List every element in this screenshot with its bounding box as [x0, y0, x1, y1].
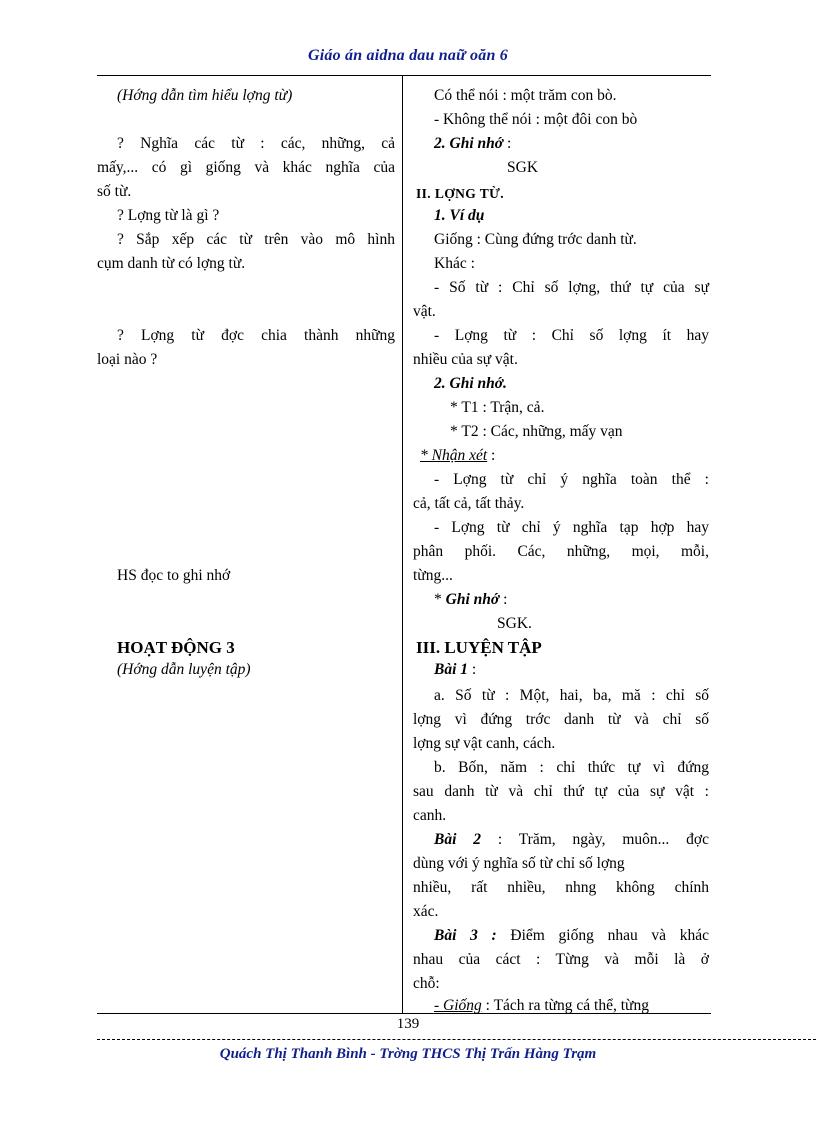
- content-line: xác.: [413, 903, 439, 920]
- content-line: chỗ:: [413, 975, 440, 992]
- question-line: mấy,... có gì giống và khác nghĩa của: [97, 159, 395, 176]
- question-line: ? Lợng từ đợc chia thành những: [117, 327, 395, 344]
- exercise-line: [434, 996, 730, 1014]
- question-line: số từ.: [97, 183, 132, 200]
- remark-label-colon: :: [487, 447, 496, 464]
- section-heading: III. LUYỆN TẬP: [416, 638, 542, 657]
- content-line: lợng vì đứng trớc danh từ và chỉ số: [413, 711, 709, 728]
- memo-label-colon: :: [499, 591, 508, 608]
- content-line: nhiều, rất nhiều, nhng không chính: [413, 879, 709, 896]
- similarity-label: - Giống: [434, 997, 482, 1014]
- remark-label-text: * Nhận xét: [420, 447, 488, 464]
- question-line: ? Lợng từ là gì ?: [117, 207, 220, 224]
- exercise-label-text: Bài 1: [434, 661, 469, 678]
- page-footer-author: Quách Thị Thanh Bình - Trờng THCS Thị Trấn Hàng Trạm: [219, 1046, 597, 1062]
- header-rule: [97, 75, 711, 76]
- content-line: phân phối. Các, những, mọi, mỗi,: [413, 543, 709, 560]
- exercise-text: Điểm giống nhau và khác: [496, 927, 709, 944]
- content-line: - Số từ : Chỉ số lợng, thứ tự của sự: [434, 279, 709, 296]
- content-line: b. Bốn, năm : chỉ thức tự vì đứng: [434, 759, 709, 776]
- content-line: a. Số từ : Một, hai, ba, mă : chỉ số: [434, 687, 709, 704]
- subsection-heading: 2. Ghi nhớ.: [434, 375, 507, 392]
- page-number: 139: [396, 1016, 420, 1032]
- section-label: [434, 134, 730, 154]
- content-line: Có thể nói : một trăm con bò.: [434, 87, 617, 104]
- content-line: cả, tất cả, tất thảy.: [413, 495, 525, 512]
- content-line: * T2 : Các, những, mấy vạn: [450, 423, 623, 440]
- content-line: Khác :: [434, 255, 475, 272]
- content-line: từng...: [413, 567, 453, 584]
- section-label-colon: :: [503, 135, 512, 152]
- exercise-label-text: Bài 2: [434, 831, 482, 848]
- student-instruction: HS đọc to ghi nhớ: [117, 567, 231, 584]
- exercise-line: [434, 830, 709, 850]
- exercise-text: : Trăm, ngày, muôn... đợc: [481, 831, 709, 848]
- content-line: Giống : Cùng đứng trớc danh từ.: [434, 231, 637, 248]
- exercise-line: [434, 926, 709, 946]
- activity-heading: HOẠT ĐỘNG 3: [117, 638, 235, 657]
- exercise-label-colon: :: [468, 661, 477, 678]
- section-heading: II. LỢNG TỪ.: [416, 186, 505, 201]
- content-line: sau danh từ và chỉ thứ tự của sự vật :: [413, 783, 709, 800]
- content-line: lợng sự vật canh, cách.: [413, 735, 556, 752]
- exercise-label: [434, 660, 730, 680]
- footer-dashed-rule: [97, 1039, 816, 1040]
- content-line: - Không thể nói : một đôi con bò: [434, 111, 638, 128]
- content-line: * T1 : Trận, cả.: [450, 399, 545, 416]
- bottom-rule: [97, 1013, 711, 1014]
- page-header-title: Giáo án aidna dau naữ oăn 6: [308, 47, 508, 64]
- guide-text: (Hớng dẫn tìm hiểu lợng từ): [117, 87, 293, 104]
- question-line: ? Nghĩa các từ : các, những, cả: [117, 135, 395, 152]
- content-line: - Lợng từ chỉ ý nghĩa toàn thể :: [434, 471, 709, 488]
- content-line: SGK: [507, 159, 539, 176]
- question-line: cụm danh từ có lợng từ.: [97, 255, 246, 272]
- memo-label-text: Ghi nhớ: [445, 591, 500, 608]
- content-line: nhiều của sự vật.: [413, 351, 518, 368]
- remark-label: [420, 446, 716, 466]
- content-line: canh.: [413, 807, 447, 824]
- memo-label: [434, 590, 730, 610]
- question-line: ? Sắp xếp các từ trên vào mô hình: [117, 231, 395, 248]
- subsection-heading: 1. Ví dụ: [434, 207, 485, 224]
- question-line: loại nào ?: [97, 351, 158, 368]
- exercise-label-text: Bài 3 :: [434, 927, 497, 944]
- section-label-text: 2. Ghi nhớ: [434, 135, 504, 152]
- memo-star: *: [434, 591, 446, 608]
- content-line: nhau của cáct : Từng và mỗi là ở: [413, 951, 709, 968]
- exercise-text: : Tách ra từng cá thể, từng: [481, 997, 649, 1014]
- content-line: dùng với ý nghĩa số từ chỉ số lợng: [413, 855, 625, 872]
- content-line: SGK.: [497, 615, 532, 632]
- guide-text: (Hớng dẫn luyện tập): [117, 661, 251, 678]
- content-line: - Lợng từ chỉ ý nghĩa tạp hợp hay: [434, 519, 709, 536]
- content-line: vật.: [413, 303, 436, 320]
- content-line: - Lợng từ : Chỉ số lợng ít hay: [434, 327, 709, 344]
